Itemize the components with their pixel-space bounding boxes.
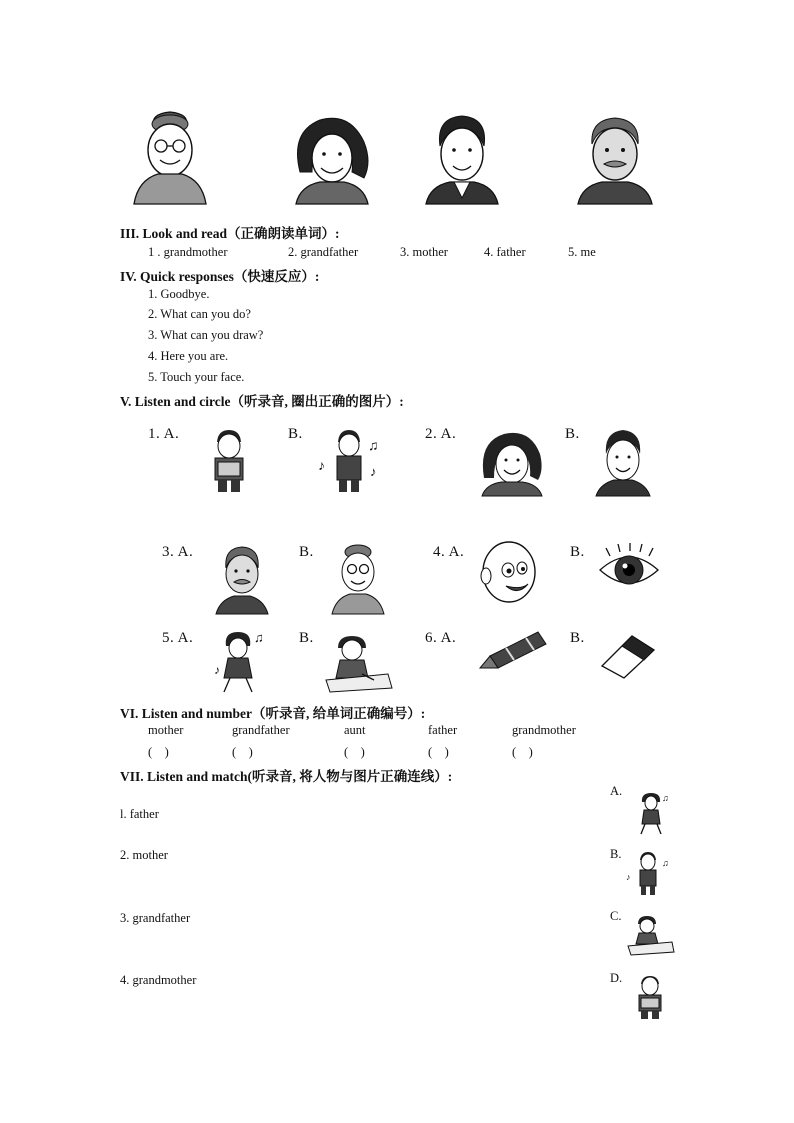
q5-option-a-label: 5. A.: [162, 630, 194, 646]
response-item: 3. What can you draw?: [148, 328, 264, 342]
word-father: 4. father: [484, 245, 526, 259]
answer-blank[interactable]: ( ): [512, 745, 533, 759]
response-item: 5. Touch your face.: [148, 370, 245, 384]
svg-text:♫: ♫: [662, 858, 669, 868]
bald-face-icon[interactable]: [478, 540, 540, 610]
svg-text:♫: ♫: [254, 630, 264, 645]
match-letter-a: A.: [610, 784, 623, 798]
section-5-title: V. Listen and circle（听录音, 圈出正确的图片）:: [120, 394, 404, 409]
number-word-aunt: aunt: [344, 723, 366, 737]
boy-reading-icon[interactable]: [206, 428, 252, 494]
svg-text:♫: ♫: [368, 439, 379, 454]
grandmother-portrait: [130, 108, 210, 204]
boy-reading-small-icon[interactable]: [632, 974, 668, 1020]
q1-option-b-label: B.: [288, 426, 303, 442]
q6-option-a-label: 6. A.: [425, 630, 457, 646]
q3-option-a-label: 3. A.: [162, 544, 194, 560]
svg-text:♪: ♪: [214, 663, 220, 677]
father-face-icon[interactable]: [594, 428, 652, 496]
match-letter-c: C.: [610, 909, 622, 923]
mother-portrait: [290, 112, 374, 204]
grandfather-face-icon[interactable]: [214, 544, 270, 614]
section-6-title: VI. Listen and number（听录音, 给单词正确编号）:: [120, 706, 426, 721]
response-item: 1. Goodbye.: [148, 287, 210, 301]
answer-blank[interactable]: ( ): [148, 745, 169, 759]
crayon-icon[interactable]: [476, 628, 550, 670]
answer-blank[interactable]: ( ): [428, 745, 449, 759]
girl-drawing-small-icon[interactable]: [626, 914, 676, 956]
eye-icon[interactable]: [596, 542, 662, 596]
response-item: 4. Here you are.: [148, 349, 229, 363]
q2-option-b-label: B.: [565, 426, 580, 442]
q3-option-b-label: B.: [299, 544, 314, 560]
girl-dancing-icon[interactable]: [212, 628, 268, 696]
number-word-mother: mother: [148, 723, 184, 737]
eraser-icon[interactable]: [598, 628, 658, 680]
word-grandfather: 2. grandfather: [288, 245, 359, 259]
match-letter-d: D.: [610, 971, 623, 985]
number-word-grandmother: grandmother: [512, 723, 576, 737]
section-7-title: VII. Listen and match(听录音, 将人物与图片正确连线）:: [120, 769, 453, 784]
section-3-title: III. Look and read（正确朗读单词）:: [120, 226, 340, 241]
number-word-father: father: [428, 723, 458, 737]
svg-text:♫: ♫: [662, 793, 669, 803]
q1-option-a-label: 1. A.: [148, 426, 180, 442]
match-item-father[interactable]: l. father: [120, 807, 159, 821]
girl-drawing-icon[interactable]: [322, 634, 394, 694]
q6-option-b-label: B.: [570, 630, 585, 646]
response-item: 2. What can you do?: [148, 307, 251, 321]
q4-option-a-label: 4. A.: [433, 544, 465, 560]
mother-face-icon[interactable]: [478, 428, 546, 496]
boy-singing-icon[interactable]: [316, 428, 382, 494]
q4-option-b-label: B.: [570, 544, 585, 560]
word-me: 5. me: [568, 245, 596, 259]
grandfather-portrait: [574, 112, 656, 204]
word-grandmother: 1 . grandmother: [148, 245, 228, 259]
match-letter-b: B.: [610, 847, 622, 861]
match-item-grandfather[interactable]: 3. grandfather: [120, 911, 191, 925]
match-item-grandmother[interactable]: 4. grandmother: [120, 973, 197, 987]
match-item-mother[interactable]: 2. mother: [120, 848, 168, 862]
svg-text:♪: ♪: [318, 459, 325, 474]
svg-text:♪: ♪: [626, 872, 631, 882]
girl-dancing-small-icon[interactable]: [632, 790, 672, 836]
word-mother: 3. mother: [400, 245, 448, 259]
section-4-title: IV. Quick responses（快速反应）:: [120, 269, 320, 284]
q2-option-a-label: 2. A.: [425, 426, 457, 442]
svg-text:♪: ♪: [370, 464, 377, 479]
answer-blank[interactable]: ( ): [344, 745, 365, 759]
q5-option-b-label: B.: [299, 630, 314, 646]
grandmother-face-icon[interactable]: [330, 542, 386, 614]
answer-blank[interactable]: ( ): [232, 745, 253, 759]
boy-singing-small-icon[interactable]: [624, 850, 672, 896]
number-word-grandfather: grandfather: [232, 723, 290, 737]
father-portrait: [422, 112, 502, 204]
